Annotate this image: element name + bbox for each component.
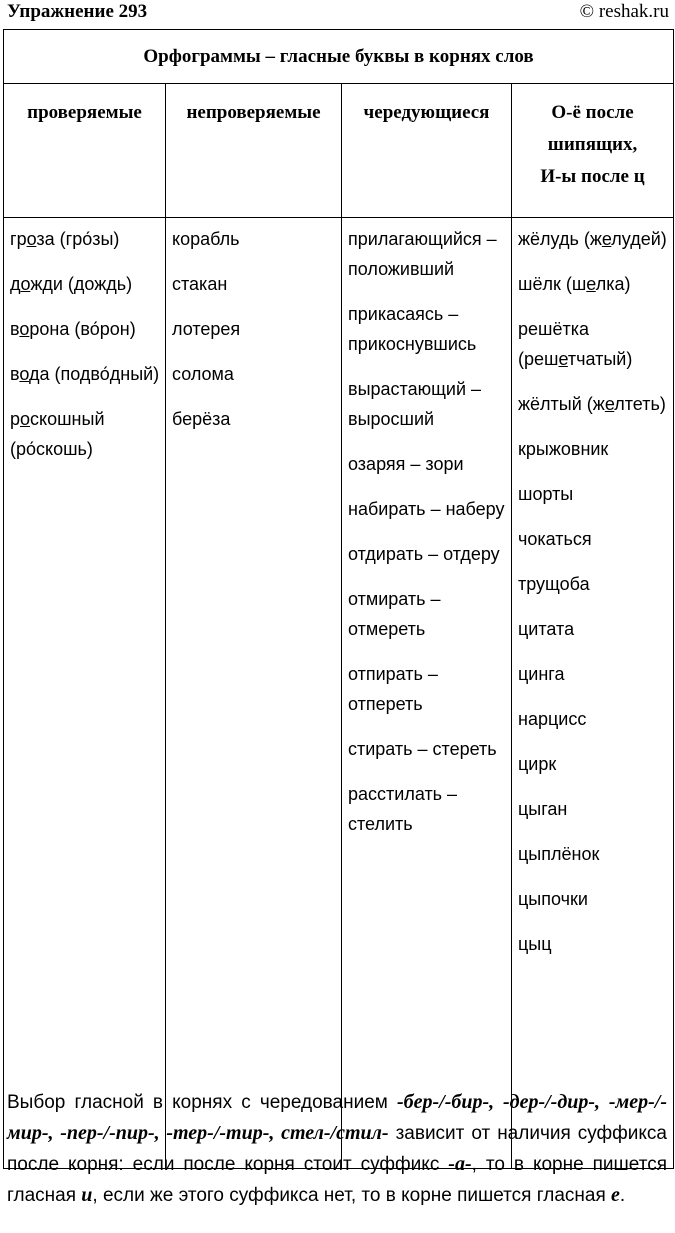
header-line: И-ы после ц: [540, 166, 645, 187]
word-entry: отдирать – отдеру: [348, 544, 500, 564]
col-header-unchecked: непроверяемые: [166, 84, 342, 218]
col-header-alternating: чередующиеся: [342, 84, 512, 218]
word-entry: [518, 614, 669, 644]
word-entry: стирать – стереть: [348, 739, 497, 759]
word-part: цыц: [518, 934, 552, 954]
col-alternating-cell: [342, 218, 512, 1169]
root-vowel: о: [19, 364, 29, 384]
word-part: жёлудь (ж: [518, 229, 602, 249]
word-part: цыпочки: [518, 889, 588, 909]
footer-text: .: [619, 1185, 626, 1206]
word-part: жди (дождь): [30, 274, 133, 294]
word-part: за (гро́зы): [36, 229, 120, 249]
word-part: д: [10, 274, 21, 294]
word-entry: [518, 839, 669, 869]
word-entry: [518, 269, 669, 299]
word-part: цыплёнок: [518, 844, 600, 864]
footer-vowel-i: и: [81, 1184, 93, 1206]
word-entry: расстилать – стелить: [348, 784, 458, 834]
word-part: лудей): [611, 229, 667, 249]
footer-text: Выбор гласной в корнях с чередованием: [7, 1092, 397, 1113]
word-entry: вырастающий – выросший: [348, 379, 482, 429]
word-entry: [518, 224, 669, 254]
word-entry: [518, 569, 669, 599]
word-entry: [518, 794, 669, 824]
word-entry: [10, 269, 161, 299]
root-vowel: о: [20, 274, 31, 294]
word-entry: отмирать – отмереть: [348, 589, 441, 639]
word-entry: [518, 704, 669, 734]
word-part: р: [10, 409, 21, 429]
word-entry: [518, 389, 669, 419]
word-part: шёлк (ш: [518, 274, 587, 294]
word-entry: [518, 884, 669, 914]
footer-roots: -бер-/-бир-, -дер-/-дир-, -мер-/-мир-, -пер-/-пир-, -тер-/-тир-, стел-/стил-: [7, 1091, 667, 1144]
footer-vowel-e: е: [611, 1184, 620, 1206]
root-vowel: е: [586, 274, 596, 294]
word-entry: корабль: [172, 229, 240, 249]
word-entry: набирать – наберу: [348, 499, 505, 519]
exercise-title: Упражнение 293: [7, 1, 148, 22]
word-entry: [518, 524, 669, 554]
footer-text: , если же этого суффикса нет, то в корне пишется гласная: [92, 1185, 612, 1206]
root-vowel: е: [558, 349, 568, 369]
root-vowel: о: [19, 319, 30, 339]
word-entry: прилагающийся – положивший: [348, 229, 497, 279]
word-entry: [10, 314, 161, 344]
word-part: рона (во́рон): [29, 319, 136, 339]
word-entry: стакан: [172, 274, 228, 294]
word-part: крыжовник: [518, 439, 609, 459]
root-vowel: о: [26, 229, 37, 249]
word-part: цитата: [518, 619, 575, 639]
word-entry: [518, 314, 669, 374]
word-part: в: [10, 319, 20, 339]
header-line: О-ё после: [551, 102, 634, 123]
word-part: лка): [595, 274, 631, 294]
root-vowel: е: [604, 394, 615, 414]
word-part: цинга: [518, 664, 565, 684]
word-part: цыган: [518, 799, 568, 819]
word-part: в: [10, 364, 20, 384]
word-part: лтеть): [614, 394, 666, 414]
word-entry: [10, 224, 161, 254]
col-after-sibilants-cell: [512, 218, 674, 1169]
footer-text: , то в корне пишется гласная: [7, 1154, 667, 1206]
word-part: чокаться: [518, 529, 592, 549]
word-entry: [10, 404, 161, 464]
word-part: цирк: [518, 754, 557, 774]
root-vowel: о: [20, 409, 31, 429]
orthogram-table: [3, 29, 674, 1169]
word-part: нарцисс: [518, 709, 587, 729]
page-header: [0, 0, 675, 24]
header-line: шипящих,: [547, 134, 638, 155]
word-entry: [518, 929, 669, 959]
col-header-checked: проверяемые: [4, 84, 166, 218]
footer-suffix: -а-: [448, 1153, 472, 1175]
word-part: скошный (ро́скошь): [10, 409, 105, 459]
word-part: жёлтый (ж: [518, 394, 605, 414]
root-vowel: е: [601, 229, 612, 249]
word-entry: [518, 479, 669, 509]
word-entry: солома: [172, 364, 234, 384]
word-entry: озаряя – зори: [348, 454, 464, 474]
rule-explanation: [7, 1087, 667, 1211]
word-part: трущоба: [518, 574, 590, 594]
site-credit: © reshak.ru: [579, 1, 669, 22]
word-entry: отпирать – отпереть: [348, 664, 438, 714]
table-title: Орфограммы – гласные буквы в корнях слов: [4, 30, 674, 84]
word-entry: [10, 359, 161, 389]
word-part: да (подво́дный): [29, 364, 160, 384]
word-part: тчатый): [567, 349, 633, 369]
word-entry: прикасаясь – прикоснувшись: [348, 304, 477, 354]
word-entry: [518, 434, 669, 464]
word-part: гр: [10, 229, 27, 249]
word-part: решётка (реш: [518, 319, 589, 369]
word-entry: берёза: [172, 409, 231, 429]
word-entry: лотерея: [172, 319, 241, 339]
col-unchecked-cell: [166, 218, 342, 1169]
word-part: шорты: [518, 484, 574, 504]
footer-text: зависит от наличия суффикса после корня: если после корня стоит суффикс: [7, 1123, 667, 1175]
col-header-after-sibilants: [512, 84, 674, 218]
col-checked-cell: [4, 218, 166, 1169]
word-entry: [518, 749, 669, 779]
word-entry: [518, 659, 669, 689]
